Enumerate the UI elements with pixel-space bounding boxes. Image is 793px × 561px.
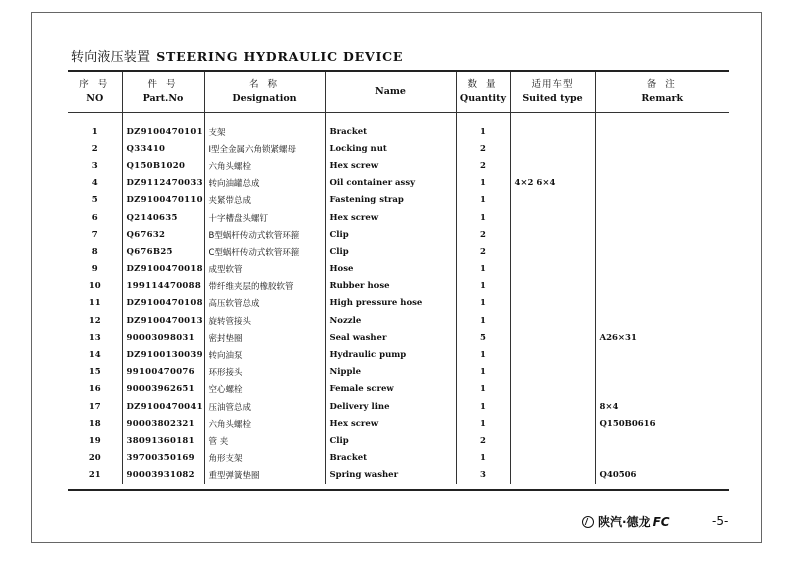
cell-qty: 1 <box>456 450 510 467</box>
cell-des: C型蜗杆传动式软管环箍 <box>204 243 325 260</box>
cell-part: DZ9100470018 <box>122 261 204 278</box>
cell-part: 38091360181 <box>122 432 204 449</box>
cell-part: DZ9100470101 <box>122 123 204 140</box>
cell-name: Clip <box>325 243 456 260</box>
cell-suit <box>510 346 595 363</box>
table-spacer-row <box>68 113 729 124</box>
cell-qty: 1 <box>456 209 510 226</box>
page-title <box>71 46 403 65</box>
cell-name: Clip <box>325 226 456 243</box>
cell-rem <box>595 346 729 363</box>
cell-no: 11 <box>68 295 122 312</box>
cell-name: Locking nut <box>325 140 456 157</box>
cell-rem <box>595 381 729 398</box>
cell-des: 六角头螺栓 <box>204 157 325 174</box>
cell-qty: 2 <box>456 226 510 243</box>
cell-rem <box>595 432 729 449</box>
table-row <box>68 364 729 381</box>
table-bottom-rule <box>68 489 729 491</box>
cell-des: Ⅰ型全金属六角锁紧螺母 <box>204 140 325 157</box>
cell-qty: 2 <box>456 140 510 157</box>
cell-qty: 1 <box>456 295 510 312</box>
cell-des: 密封垫圈 <box>204 329 325 346</box>
brand-model: FC <box>652 514 670 529</box>
cell-qty: 1 <box>456 415 510 432</box>
brand-name: 陕汽·德龙 <box>598 515 651 529</box>
cell-part: Q676B25 <box>122 243 204 260</box>
cell-rem: A26×31 <box>599 332 637 343</box>
cell-no: 2 <box>68 140 122 157</box>
title-cn: 转向液压装置 <box>71 50 151 65</box>
header-quantity: 数 量 Quantity <box>456 72 510 113</box>
cell-name: Rubber hose <box>325 278 456 295</box>
cell-part: DZ9100470110 <box>122 192 204 209</box>
cell-qty: 1 <box>456 192 510 209</box>
title-en: STEERING HYDRAULIC DEVICE <box>156 49 404 64</box>
cell-no: 3 <box>68 157 122 174</box>
cell-name: Nozzle <box>325 312 456 329</box>
cell-suit <box>510 415 595 432</box>
cell-suit <box>510 295 595 312</box>
cell-name: Female screw <box>325 381 456 398</box>
cell-part: DZ9100470041 <box>122 398 204 415</box>
cell-des: 空心螺栓 <box>204 381 325 398</box>
cell-name: Bracket <box>325 123 456 140</box>
cell-name: Hydraulic pump <box>325 346 456 363</box>
cell-suit <box>510 467 595 484</box>
cell-suit <box>510 278 595 295</box>
cell-suit <box>510 157 595 174</box>
cell-name: Hex screw <box>325 415 456 432</box>
cell-des: 重型弹簧垫圈 <box>204 467 325 484</box>
cell-des: 六角头螺栓 <box>204 415 325 432</box>
cell-suit <box>510 209 595 226</box>
cell-des: 转向油罐总成 <box>204 175 325 192</box>
table-row <box>68 226 729 243</box>
cell-no: 18 <box>68 415 122 432</box>
cell-part: Q2140635 <box>122 209 204 226</box>
cell-suit <box>510 398 595 415</box>
table-row <box>68 243 729 260</box>
cell-no: 8 <box>68 243 122 260</box>
table-row <box>68 157 729 174</box>
table-row <box>68 467 729 484</box>
cell-suit <box>510 450 595 467</box>
table-row <box>68 415 729 432</box>
cell-name: Bracket <box>325 450 456 467</box>
cell-name: Spring washer <box>325 467 456 484</box>
cell-no: 15 <box>68 364 122 381</box>
cell-part: DZ9112470033 <box>122 175 204 192</box>
footer-brand <box>582 513 670 530</box>
header-suited-type: 适用车型 Suited type <box>510 72 595 113</box>
cell-no: 20 <box>68 450 122 467</box>
cell-des: 角形支架 <box>204 450 325 467</box>
cell-name: Fastening strap <box>325 192 456 209</box>
cell-name: Oil container assy <box>325 175 456 192</box>
cell-suit <box>510 243 595 260</box>
cell-no: 1 <box>68 123 122 140</box>
cell-rem <box>595 192 729 209</box>
cell-suit <box>510 364 595 381</box>
table-row <box>68 140 729 157</box>
cell-rem: Q40506 <box>599 470 637 481</box>
cell-qty: 2 <box>456 432 510 449</box>
cell-suit <box>510 381 595 398</box>
cell-rem: Q150B0616 <box>599 418 656 429</box>
cell-qty: 3 <box>456 467 510 484</box>
table-row <box>68 261 729 278</box>
cell-suit <box>510 123 595 140</box>
cell-no: 21 <box>68 467 122 484</box>
cell-rem <box>595 261 729 278</box>
cell-rem <box>595 140 729 157</box>
cell-qty: 1 <box>456 175 510 192</box>
cell-part: DZ9100130039 <box>122 346 204 363</box>
cell-no: 6 <box>68 209 122 226</box>
cell-name: Clip <box>325 432 456 449</box>
cell-part: DZ9100470013 <box>122 312 204 329</box>
cell-des: 高压软管总成 <box>204 295 325 312</box>
parts-table <box>68 72 729 484</box>
table-row <box>68 312 729 329</box>
cell-qty: 1 <box>456 123 510 140</box>
cell-rem <box>595 226 729 243</box>
cell-name: High pressure hose <box>325 295 456 312</box>
table-row <box>68 329 729 346</box>
cell-part: 90003098031 <box>122 329 204 346</box>
cell-qty: 1 <box>456 381 510 398</box>
cell-suit <box>510 226 595 243</box>
table-row <box>68 278 729 295</box>
cell-part: Q67632 <box>122 226 204 243</box>
cell-part: Q150B1020 <box>122 157 204 174</box>
header-no: 序 号 NO <box>68 72 122 113</box>
cell-no: 14 <box>68 346 122 363</box>
cell-rem <box>595 175 729 192</box>
cell-des: 夹紧带总成 <box>204 192 325 209</box>
cell-des: 成型软管 <box>204 261 325 278</box>
cell-des: 旋转管接头 <box>204 312 325 329</box>
table-row <box>68 450 729 467</box>
cell-des: 环形接头 <box>204 364 325 381</box>
cell-part: 90003802321 <box>122 415 204 432</box>
cell-suit: 4×2 6×4 <box>510 175 595 192</box>
cell-name: Hex screw <box>325 209 456 226</box>
cell-no: 19 <box>68 432 122 449</box>
table-row <box>68 192 729 209</box>
cell-rem <box>595 209 729 226</box>
cell-no: 12 <box>68 312 122 329</box>
cell-part: 90003962651 <box>122 381 204 398</box>
cell-qty: 5 <box>456 329 510 346</box>
cell-des: 十字槽盘头螺钉 <box>204 209 325 226</box>
cell-rem <box>595 364 729 381</box>
header-part-no: 件 号 Part.No <box>122 72 204 113</box>
cell-des: 带纤维夹层的橡胶软管 <box>204 278 325 295</box>
table-row <box>68 175 729 192</box>
header-name: Name <box>325 72 456 113</box>
cell-rem <box>595 295 729 312</box>
cell-name: Seal washer <box>325 329 456 346</box>
cell-suit <box>510 261 595 278</box>
cell-suit <box>510 192 595 209</box>
header-remark: 备 注 Remark <box>595 72 729 113</box>
cell-qty: 1 <box>456 278 510 295</box>
cell-suit <box>510 329 595 346</box>
cell-des: 管 夹 <box>204 432 325 449</box>
cell-no: 7 <box>68 226 122 243</box>
cell-suit <box>510 312 595 329</box>
table-row <box>68 381 729 398</box>
cell-name: Hose <box>325 261 456 278</box>
cell-suit <box>510 432 595 449</box>
cell-qty: 1 <box>456 346 510 363</box>
header-designation: 名 称 Designation <box>204 72 325 113</box>
page-number: -5- <box>712 514 729 528</box>
table-row <box>68 432 729 449</box>
table-row <box>68 209 729 226</box>
cell-qty: 1 <box>456 312 510 329</box>
cell-qty: 1 <box>456 398 510 415</box>
cell-rem <box>595 157 729 174</box>
cell-qty: 2 <box>456 157 510 174</box>
cell-name: Hex screw <box>325 157 456 174</box>
cell-rem <box>595 123 729 140</box>
cell-des: 支架 <box>204 123 325 140</box>
cell-no: 4 <box>68 175 122 192</box>
cell-part: 90003931082 <box>122 467 204 484</box>
cell-qty: 2 <box>456 243 510 260</box>
cell-des: 压油管总成 <box>204 398 325 415</box>
cell-no: 13 <box>68 329 122 346</box>
cell-rem <box>595 312 729 329</box>
cell-qty: 1 <box>456 364 510 381</box>
table-row <box>68 346 729 363</box>
cell-part: 99100470076 <box>122 364 204 381</box>
cell-part: 199114470088 <box>122 278 204 295</box>
table-row <box>68 123 729 140</box>
cell-no: 16 <box>68 381 122 398</box>
cell-name: Delivery line <box>325 398 456 415</box>
table-header-row <box>68 72 729 113</box>
cell-no: 5 <box>68 192 122 209</box>
cell-part: DZ9100470108 <box>122 295 204 312</box>
cell-no: 10 <box>68 278 122 295</box>
cell-rem <box>595 450 729 467</box>
cell-des: 转向油泵 <box>204 346 325 363</box>
cell-suit <box>510 140 595 157</box>
table-row <box>68 295 729 312</box>
cell-des: B型蜗杆传动式软管环箍 <box>204 226 325 243</box>
cell-no: 17 <box>68 398 122 415</box>
cell-rem: 8×4 <box>599 401 619 412</box>
cell-name: Nipple <box>325 364 456 381</box>
cell-qty: 1 <box>456 261 510 278</box>
cell-rem <box>595 243 729 260</box>
table-row <box>68 398 729 415</box>
shacman-logo-icon <box>582 516 594 528</box>
cell-part: Q33410 <box>122 140 204 157</box>
cell-rem <box>595 278 729 295</box>
cell-part: 39700350169 <box>122 450 204 467</box>
cell-no: 9 <box>68 261 122 278</box>
